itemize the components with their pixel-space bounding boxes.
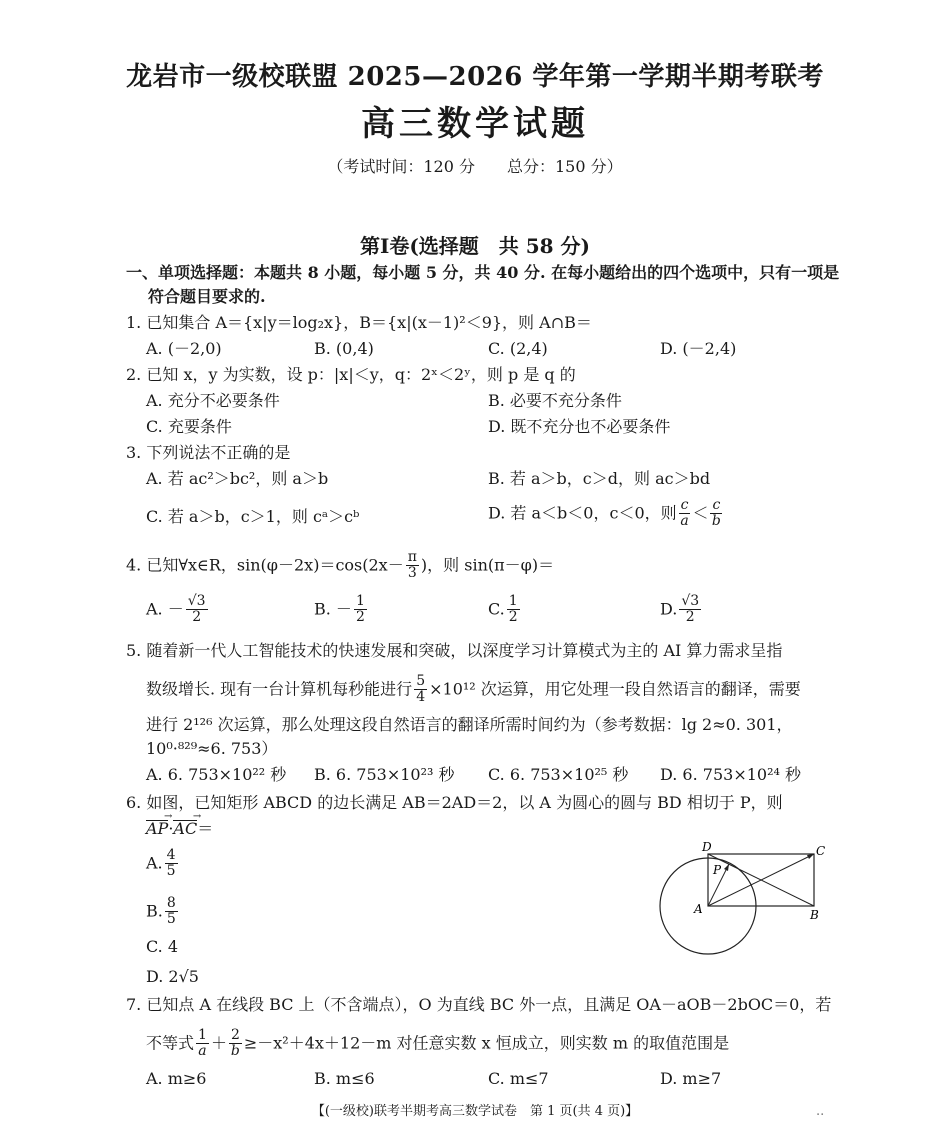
question-5-option-b: B. 6. 753×10²³ 秒 <box>314 765 455 784</box>
vector-ac: AC → <box>173 820 197 837</box>
vector-ap: AP → <box>146 820 168 837</box>
fraction-denominator: 3 <box>407 565 417 582</box>
fraction <box>710 498 722 530</box>
question-4-option-a: A. － $\frac{√3}{2}$ <box>146 593 206 626</box>
dot-product-sign: · <box>168 819 174 838</box>
question-7-option-c: C. m≤7 <box>488 1069 549 1088</box>
question-2-stem: 2. 已知 x，y 为实数，设 p：|x|＜y，q：2ˣ＜2ʸ，则 p 是 q 的 <box>126 365 576 384</box>
question-2-option-c: C. 充要条件 <box>146 417 232 436</box>
question-7-option-d: D. m≥7 <box>660 1069 722 1088</box>
rectangle-circle-figure <box>650 838 840 968</box>
question-6-option-c: C. 4 <box>146 937 179 956</box>
label-p: P <box>713 863 722 877</box>
question-7-option-a: A. m≥6 <box>146 1069 207 1088</box>
arrowhead-ac <box>807 854 814 859</box>
fraction <box>679 498 691 530</box>
page-footer: 【(一级校)联考半期考高三数学试卷 第 1 页(共 4 页)】 <box>311 1104 639 1119</box>
arrowhead-ap <box>724 864 729 871</box>
question-5-line1: 5. 随着新一代人工智能技术的快速发展和突破，以深度学习计算模式为主的 AI 算力需求呈指 <box>126 641 783 660</box>
fraction-numerator: c <box>680 497 689 513</box>
question-2-option-b: B. 必要不充分条件 <box>488 391 622 410</box>
question-4-option-d: D. $\frac{√3}{2}$ <box>660 593 700 626</box>
label-a: A <box>694 902 703 916</box>
exam-union-heading: 龙岩市一级校联盟 2025—2026 学年第一学期半期考联考 <box>126 62 824 92</box>
question-5-line2-part2: ×10¹² 次运算，用它处理一段自然语言的翻译，需要 <box>429 679 801 699</box>
section-title: 第Ⅰ卷(选择题 共 58 分) <box>359 234 591 258</box>
fraction-denominator: a <box>680 513 689 530</box>
question-6-line1: 6. 如图，已知矩形 ABCD 的边长满足 AB＝2AD＝2，以 A 为圆心的圆与 BD 相切于 P，则 <box>126 793 783 812</box>
question-7-option-b: B. m≤6 <box>314 1069 375 1088</box>
question-3-option-d-prefix: D. 若 a＜b＜0，c＜0，则 <box>488 503 677 523</box>
fraction-denominator: b <box>711 513 721 530</box>
question-6-option-d: D. 2√5 <box>146 967 199 986</box>
question-5-option-d: D. 6. 753×10²⁴ 秒 <box>660 765 802 784</box>
question-6-option-b: B. $\frac{8}{5}$ <box>146 895 176 928</box>
question-5-option-c: C. 6. 753×10²⁵ 秒 <box>488 765 629 784</box>
question-4-stem-part1: 4. 已知∀x∈R，sin(φ－2x)＝cos(2x－ <box>126 555 404 575</box>
question-4-option-b: B. － $\frac{1}{2}$ <box>314 593 365 626</box>
section-instructions: 一、单项选择题：本题共 8 小题，每小题 5 分，共 40 分. 在每小题给出的四个选项中，只有一项是 <box>126 263 840 282</box>
question-1-option-b: B. (0,4) <box>314 339 374 358</box>
question-3-stem: 3. 下列说法不正确的是 <box>126 443 291 462</box>
fraction: $\frac{1}{a}$ <box>198 1027 207 1060</box>
question-7-line2-part1: 不等式 <box>146 1033 195 1053</box>
question-3-option-d <box>488 498 724 530</box>
fraction: $\frac{5}{4}$ <box>416 673 426 706</box>
question-1-stem: 1. 已知集合 A＝{x|y＝log₂x}，B＝{x|(x－1)²＜9}，则 A∩B＝ <box>126 313 592 332</box>
question-6-line2 <box>146 818 213 840</box>
question-7-line2-part2: ≥－x²＋4x＋12－m 对任意实数 x 恒成立，则实数 m 的取值范围是 <box>243 1033 730 1053</box>
label-c: C <box>816 844 826 858</box>
question-3-option-c: C. 若 a＞b，c＞1，则 cᵃ＞cᵇ <box>146 507 360 526</box>
corner-mark: .. <box>816 1104 825 1119</box>
label-d: D <box>702 840 712 854</box>
fraction-numerator: c <box>712 497 721 513</box>
question-1-option-c: C. (2,4) <box>488 339 548 358</box>
question-7-line2 <box>146 1028 729 1060</box>
question-7-line1: 7. 已知点 A 在线段 BC 上（不含端点），O 为直线 BC 外一点，且满足 OA－aOB－2bOC＝0，若 <box>126 995 832 1014</box>
question-6-option-a: A. $\frac{4}{5}$ <box>146 847 176 880</box>
question-3-option-a: A. 若 ac²＞bc²，则 a＞b <box>146 469 329 488</box>
question-4-stem <box>126 550 554 582</box>
question-2-option-a: A. 充分不必要条件 <box>146 391 280 410</box>
question-5-line4: 10⁰·⁸²⁹≈6. 753） <box>146 739 278 758</box>
question-5-line2-part1: 数级增长. 现有一台计算机每秒能进行 <box>146 679 413 699</box>
question-5-option-a: A. 6. 753×10²² 秒 <box>146 765 287 784</box>
question-5-line2 <box>146 674 801 706</box>
question-3-option-b: B. 若 a＞b，c＞d，则 ac＞bd <box>488 469 711 488</box>
plus-sign: ＋ <box>210 1033 227 1053</box>
less-than-sign: ＜ <box>692 503 709 523</box>
label-b: B <box>810 908 819 922</box>
page-title: 高三数学试题 <box>361 104 589 144</box>
question-1-option-a: A. (－2,0) <box>146 339 222 358</box>
section-instructions-cont: 符合题目要求的. <box>148 287 266 306</box>
question-2-option-d: D. 既不充分也不必要条件 <box>488 417 671 436</box>
equals-sign: ＝ <box>197 819 214 838</box>
question-4-option-c: C. $\frac{1}{2}$ <box>488 593 518 626</box>
question-5-line3: 进行 2¹²⁶ 次运算，那么处理这段自然语言的翻译所需时间约为（参考数据：lg 2≈0. 301， <box>146 715 793 734</box>
question-1-option-d: D. (－2,4) <box>660 339 737 358</box>
fraction-pi-over-3 <box>406 550 419 582</box>
fraction-numerator: π <box>407 549 417 565</box>
question-4-stem-part2: )，则 sin(π－φ)＝ <box>420 555 555 575</box>
fraction: $\frac{2}{b}$ <box>230 1027 240 1060</box>
exam-info: （考试时间：120 分 总分：150 分） <box>327 157 623 176</box>
